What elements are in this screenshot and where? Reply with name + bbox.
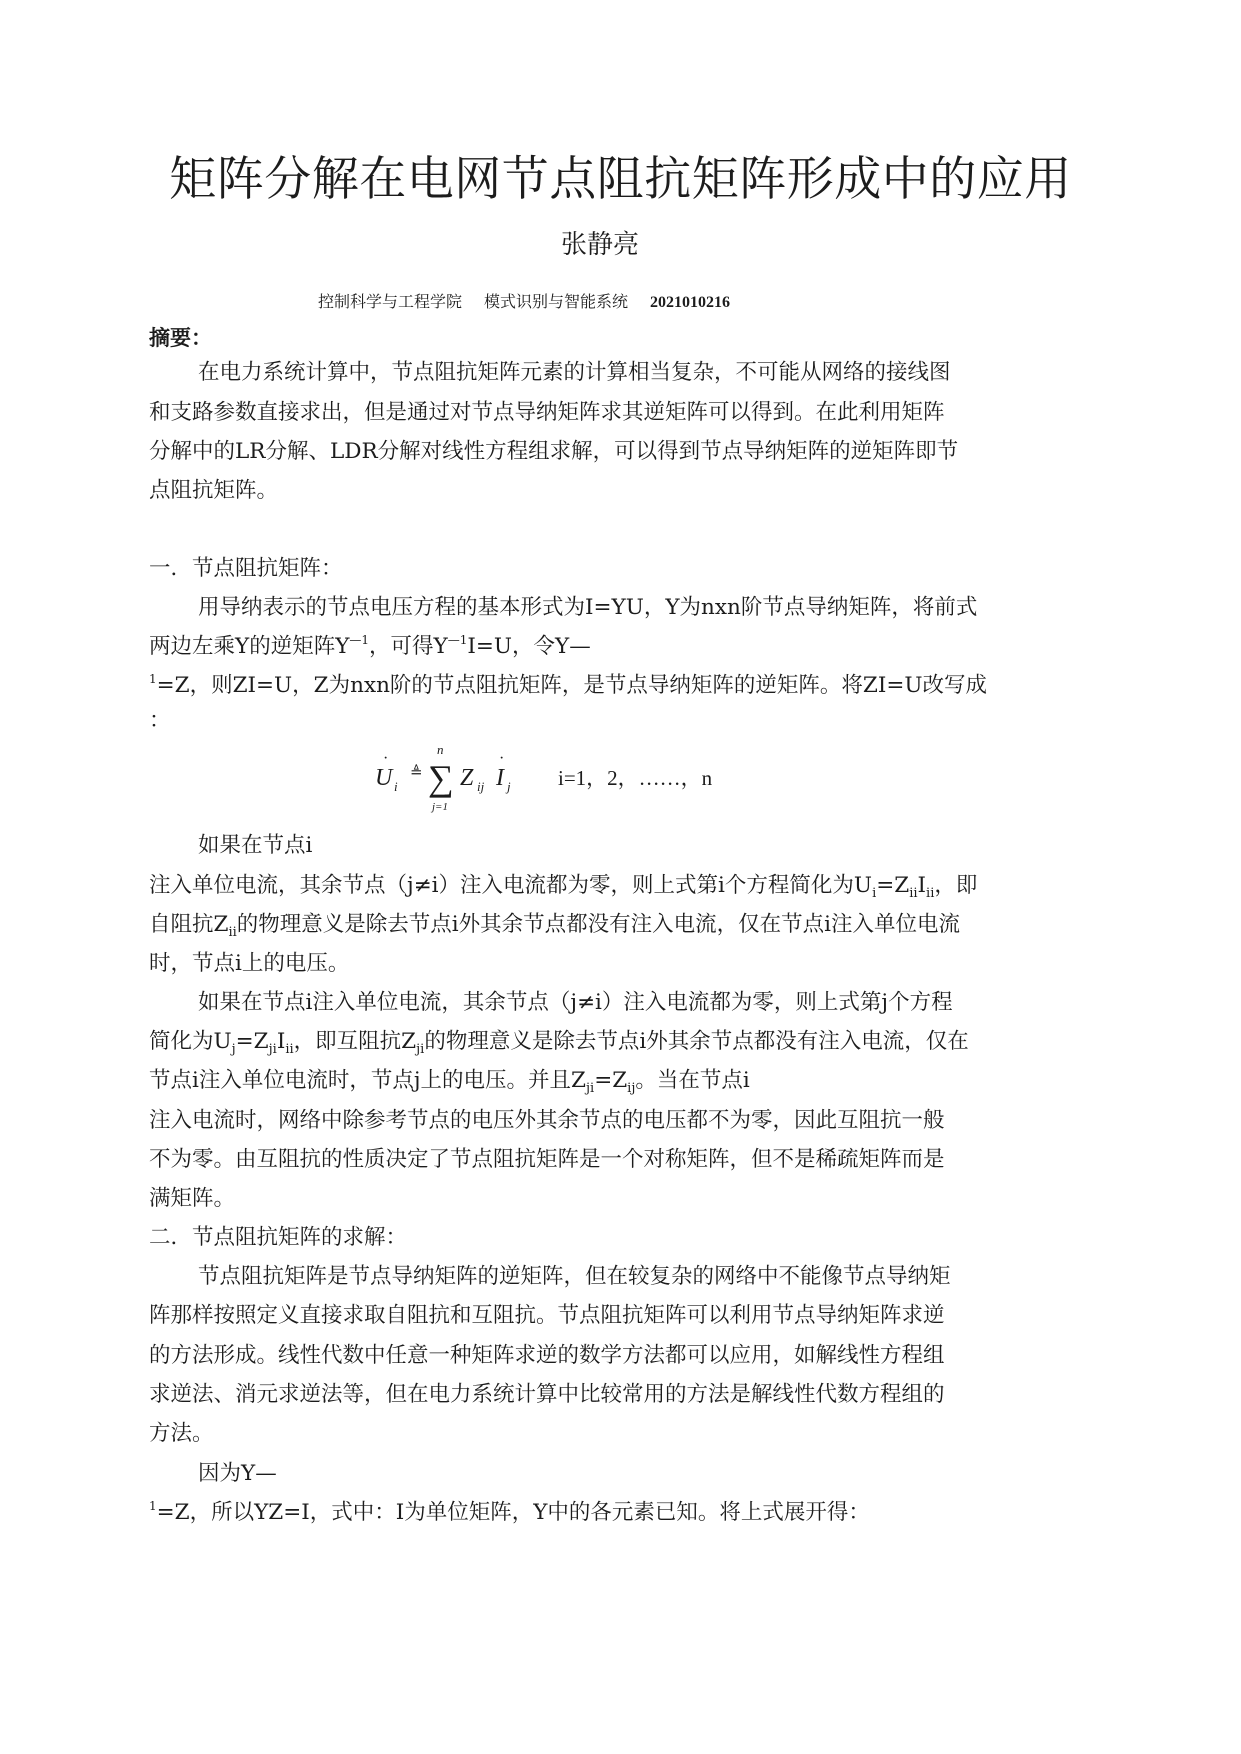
abstract-line: 在电力系统计算中，节点阻抗矩阵元素的计算相当复杂，不可能从网络的接线图 xyxy=(198,360,951,385)
formula-eq: ≜ xyxy=(410,765,423,781)
formula-lhs: U xyxy=(375,765,393,791)
nodal-impedance-formula xyxy=(370,742,790,812)
abstract-heading: 摘要： xyxy=(149,326,212,350)
paragraph-line: 注入单位电流，其余节点（j≠i）注入电流都为零，则上式第i个方程简化为$U_i=Z_{ii}I_{ii}$，即 xyxy=(149,873,978,901)
abstract-line: 分解中的LR分解、LDR分解对线性方程组求解，可以得到节点导纳矩阵的逆矩阵即节 xyxy=(149,439,959,464)
section-heading-2: 二．节点阻抗矩阵的求解： xyxy=(149,1225,408,1250)
paragraph-line: 阵那样按照定义直接求取自阻抗和互阻抗。节点阻抗矩阵可以利用节点导纳矩阵求逆 xyxy=(149,1303,945,1328)
formula-dot-2: · xyxy=(499,750,505,767)
section-heading-1: 一．节点阻抗矩阵： xyxy=(149,556,343,581)
paragraph-line: 如果在节点i注入单位电流，其余节点（j≠i）注入电流都为零，则上式第j个方程 xyxy=(198,990,953,1015)
formula-sum-sign: ∑ xyxy=(428,758,454,798)
paragraph-line: 因为Y— xyxy=(198,1461,277,1486)
formula-lhs-sub: i xyxy=(394,779,398,794)
affiliation xyxy=(318,291,730,314)
paragraph-line: 用导纳表示的节点电压方程的基本形式为I=YU，Y为nxn阶节点导纳矩阵，将前式 xyxy=(198,595,978,620)
paragraph-line: 的方法形成。线性代数中任意一种矩阵求逆的数学方法都可以应用，如解线性方程组 xyxy=(149,1343,945,1368)
formula-term2-sub: j xyxy=(507,779,511,794)
paragraph-line: 节点i注入单位电流时，节点j上的电压。并且$Z_{ji}=Z_{ij}$。当在节点i xyxy=(149,1068,750,1096)
author-name: 张静亮 xyxy=(560,230,639,260)
paragraph-line: 方法。 xyxy=(149,1421,214,1446)
formula-sum-lower: j=1 xyxy=(432,801,448,813)
formula-svg xyxy=(370,742,790,812)
document-title: 矩阵分解在电网节点阻抗矩阵形成中的应用 xyxy=(169,152,1072,207)
paragraph-line: 时，节点i上的电压。 xyxy=(149,951,350,976)
paragraph-line: 求逆法、消元求逆法等，但在电力系统计算中比较常用的方法是解线性代数方程组的 xyxy=(149,1382,945,1407)
formula-dot: · xyxy=(383,750,389,767)
paragraph-line: 注入电流时，网络中除参考节点的电压外其余节点的电压都不为零，因此互阻抗一般 xyxy=(149,1108,945,1133)
paragraph-line: 不为零。由互阻抗的性质决定了节点阻抗矩阵是一个对称矩阵，但不是稀疏矩阵而是 xyxy=(149,1147,945,1172)
formula-term2: I xyxy=(496,765,504,791)
major-name: 模式识别与智能系统 xyxy=(484,292,629,311)
paragraph-line: $^1$=Z，所以YZ=I，式中：I为单位矩阵，Y中的各元素已知。将上式展开得： xyxy=(149,1499,870,1525)
paragraph-line: $^1$=Z，则ZI=U，Z为nxn阶的节点阻抗矩阵，是节点导纳矩阵的逆矩阵。将ZI=U改写成 xyxy=(149,672,987,698)
school-name: 控制科学与工程学院 xyxy=(318,292,463,311)
abstract-line: 和支路参数直接求出，但是通过对节点导纳矩阵求其逆矩阵可以得到。在此利用矩阵 xyxy=(149,400,945,425)
paragraph-line: 如果在节点i xyxy=(198,833,313,858)
student-id: 2021010216 xyxy=(650,294,731,311)
abstract-line: 点阻抗矩阵。 xyxy=(149,478,279,503)
formula-sum-upper: n xyxy=(437,742,444,757)
formula-term-sub: ij xyxy=(477,779,485,794)
formula-range: i=1，2，……，n xyxy=(558,766,713,790)
paragraph-line: 两边左乘Y的逆矩阵$Y^{—1}$，可得$Y^{—1}I=U$，令Y— xyxy=(149,633,591,659)
paragraph-line: 满矩阵。 xyxy=(149,1186,236,1211)
formula-term: Z xyxy=(460,765,474,791)
paragraph-line: 节点阻抗矩阵是节点导纳矩阵的逆矩阵，但在较复杂的网络中不能像节点导纳矩 xyxy=(198,1264,951,1289)
paragraph-line: 自阻抗$Z_{ii}$的物理意义是除去节点i外其余节点都没有注入电流，仅在节点i注入单位电流 xyxy=(149,912,961,940)
paragraph-line: ： xyxy=(149,708,171,733)
paragraph-line: 简化为$U_j=Z_{ji}I_{ii}$，即互阻抗$Z_{ji}$的物理意义是除去节点i外其余节点都没有注入电流，仅在 xyxy=(149,1029,969,1057)
